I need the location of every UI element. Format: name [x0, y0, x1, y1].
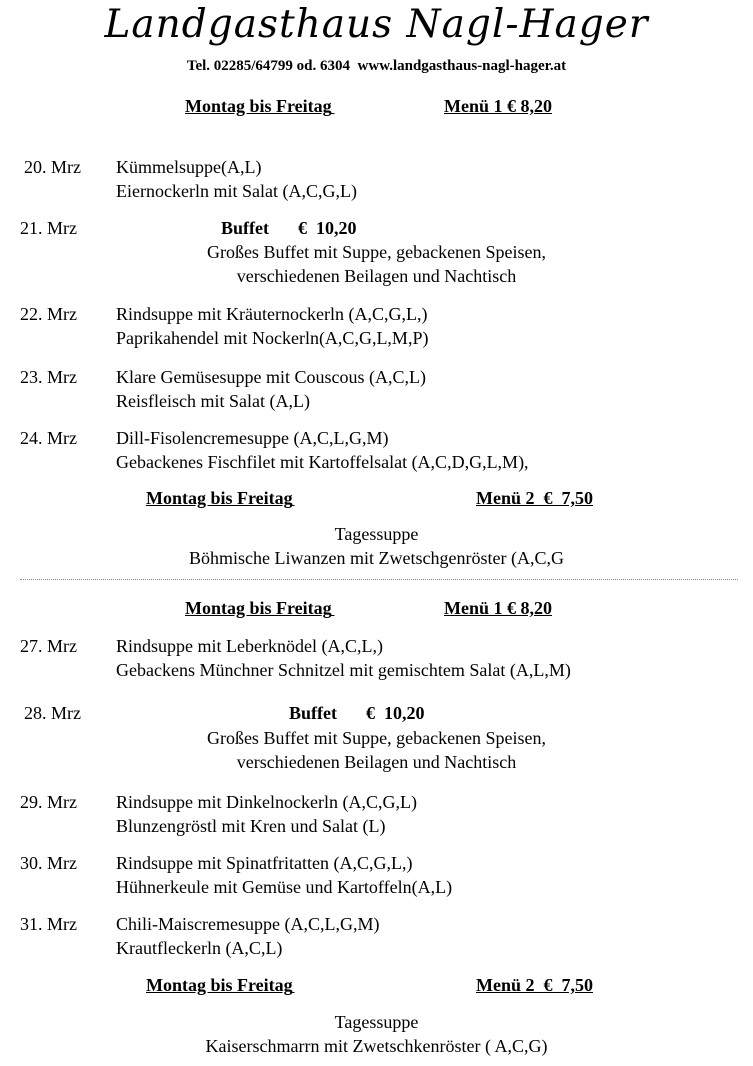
- buffet-line-2: verschiedenen Beilagen und Nachtisch: [236, 266, 517, 286]
- day-date: 30. Mrz: [20, 853, 77, 873]
- day-date: 20. Mrz: [24, 157, 81, 177]
- day-date: 29. Mrz: [20, 792, 77, 812]
- day-main: Krautfleckerln (A,C,L): [116, 938, 283, 958]
- buffet-title: Buffet: [289, 703, 337, 723]
- day-main: Blunzengröstl mit Kren und Salat (L): [116, 816, 386, 836]
- day-main: Reisfleisch mit Salat (A,L): [116, 391, 310, 411]
- day-main: Gebackenes Fischfilet mit Kartoffelsalat (A,C,D,G,L,M),: [116, 452, 529, 472]
- day-date: 24. Mrz: [20, 428, 77, 448]
- day-date: 28. Mrz: [24, 703, 81, 723]
- day-main: Paprikahendel mit Nockerln(A,C,G,L,M,P): [116, 328, 429, 348]
- menu1-header-days: Montag bis Freitag: [185, 598, 332, 618]
- day-date: 27. Mrz: [20, 636, 77, 656]
- day-main: Eiernockerln mit Salat (A,C,G,L): [116, 181, 357, 201]
- day-soup: Dill-Fisolencremesuppe (A,C,L,G,M): [116, 428, 389, 448]
- buffet-title: Buffet: [221, 218, 269, 238]
- day-date: 22. Mrz: [20, 304, 77, 324]
- day-soup: Chili-Maiscremesuppe (A,C,L,G,M): [116, 914, 380, 934]
- menu1-header-days: Montag bis Freitag: [185, 96, 332, 116]
- menu2-header-price: Menü 2 € 7,50: [476, 488, 593, 508]
- buffet-line-1: Großes Buffet mit Suppe, gebackenen Speisen,: [206, 242, 547, 262]
- day-soup: Kümmelsuppe(A,L): [116, 157, 262, 177]
- menu2-line-2: Kaiserschmarrn mit Zwetschkenröster ( A,C,G): [205, 1036, 548, 1056]
- day-soup: Rindsuppe mit Kräuternockerln (A,C,G,L,): [116, 304, 428, 324]
- restaurant-name: Landgasthaus Nagl-Hager: [104, 2, 649, 47]
- menu1-header-price: Menü 1 € 8,20: [444, 598, 552, 618]
- day-soup: Rindsuppe mit Spinatfritatten (A,C,G,L,): [116, 853, 413, 873]
- menu2-header-days: Montag bis Freitag: [146, 488, 293, 508]
- menu2-header-gap: [290, 975, 480, 996]
- buffet-price: € 10,20: [298, 218, 357, 238]
- menu2-header-price: Menü 2 € 7,50: [476, 975, 593, 995]
- menu2-line-1: Tagessuppe: [334, 524, 419, 544]
- day-date: 31. Mrz: [20, 914, 77, 934]
- menu2-header-days: Montag bis Freitag: [146, 975, 293, 995]
- menu1-header-gap: [330, 598, 440, 619]
- menu2-line-2: Böhmische Liwanzen mit Zwetschgenröster (A,C,G: [189, 548, 564, 568]
- day-main: Gebackens Münchner Schnitzel mit gemischtem Salat (A,L,M): [116, 660, 571, 680]
- buffet-price: € 10,20: [366, 703, 425, 723]
- buffet-line-2: verschiedenen Beilagen und Nachtisch: [236, 752, 517, 772]
- day-date: 23. Mrz: [20, 367, 77, 387]
- menu1-header-price: Menü 1 € 8,20: [444, 96, 552, 116]
- day-date: 21. Mrz: [20, 218, 77, 238]
- day-soup: Klare Gemüsesuppe mit Couscous (A,C,L): [116, 367, 426, 387]
- menu2-header-gap: [290, 488, 480, 509]
- day-soup: Rindsuppe mit Dinkelnockerln (A,C,G,L): [116, 792, 417, 812]
- contact-line: Tel. 02285/64799 od. 6304 www.landgasthaus-nagl-hager.at: [186, 58, 567, 74]
- day-main: Hühnerkeule mit Gemüse und Kartoffeln(A,L): [116, 877, 453, 897]
- day-soup: Rindsuppe mit Leberknödel (A,C,L,): [116, 636, 383, 656]
- menu2-line-1: Tagessuppe: [334, 1012, 419, 1032]
- buffet-line-1: Großes Buffet mit Suppe, gebackenen Speisen,: [206, 728, 547, 748]
- week-divider: [20, 579, 738, 580]
- menu1-header-gap: [330, 96, 440, 117]
